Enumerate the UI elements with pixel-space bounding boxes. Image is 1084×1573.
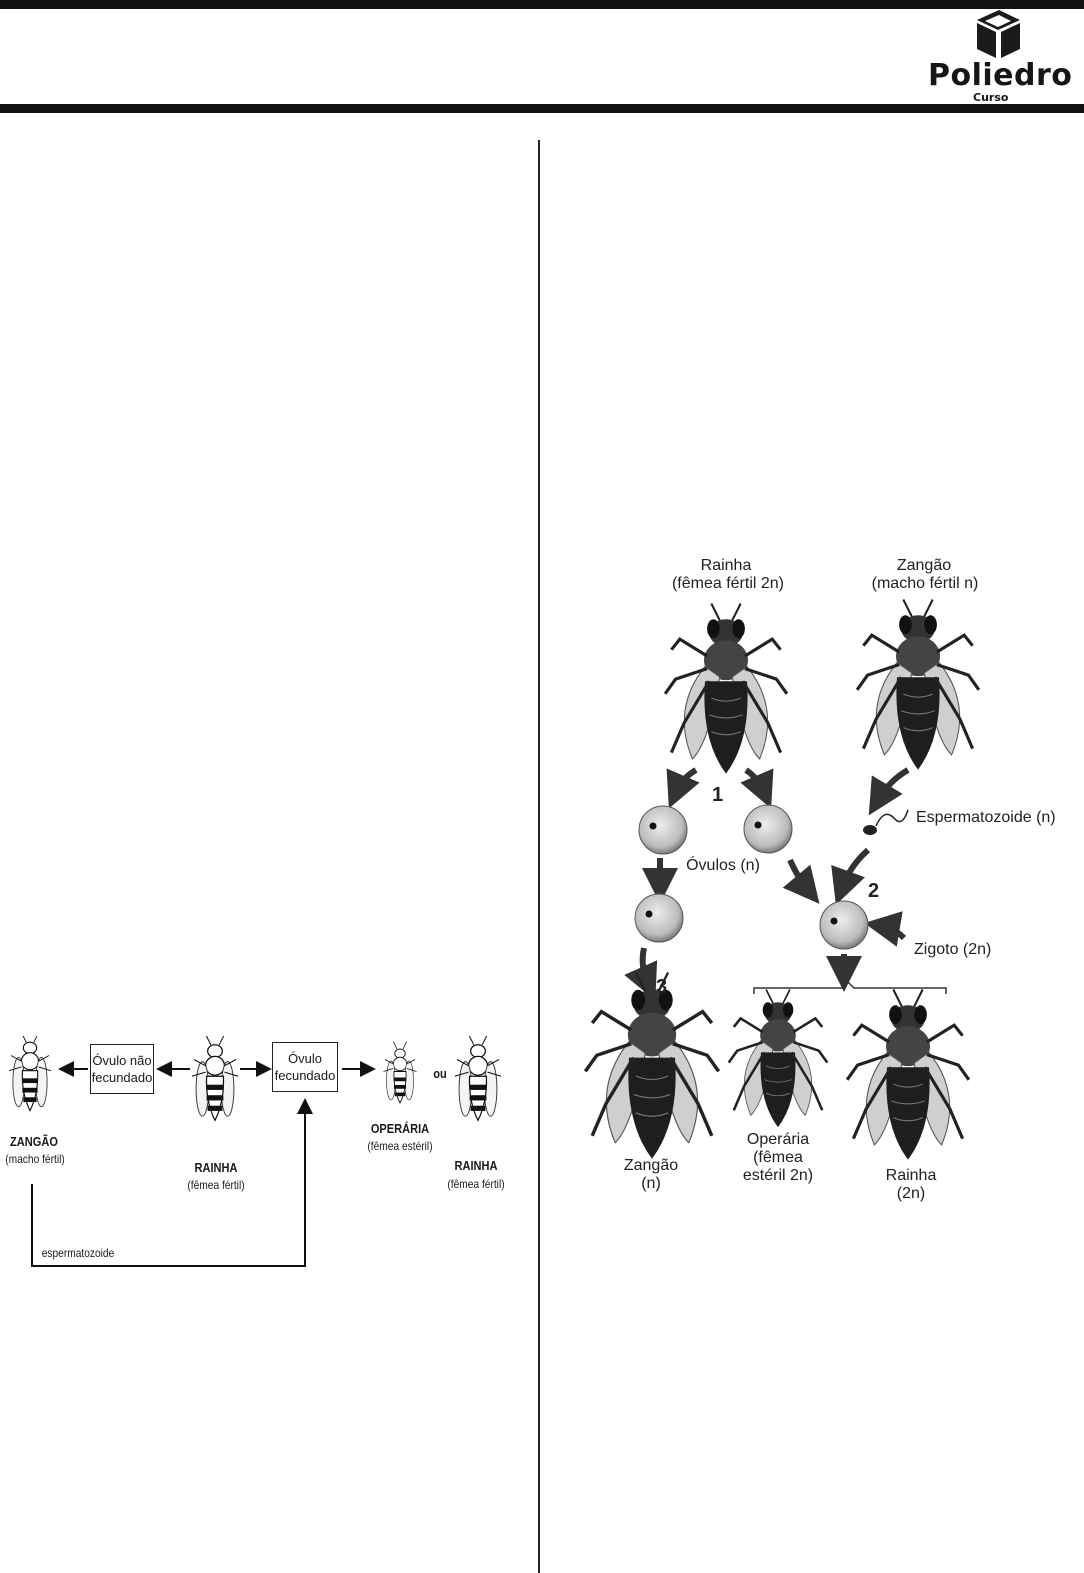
step-2-label: 2 [868,880,880,902]
step-1-label: 1 [712,784,724,806]
operaria-label: OPERÁRIA [370,1121,430,1136]
logo-subtitle: Curso [973,91,1009,104]
bee-life-cycle-illustration [578,548,1084,1218]
spermatozoid-label: espermatozoide [41,1246,115,1260]
column-divider [538,140,540,1573]
rainha-sublabel: (fêmea fértil) [187,1178,245,1192]
zygote-label: Zigoto (2n) [914,941,992,958]
life-cycle-drawing [578,548,1084,1218]
header-bottom-rule [0,104,1084,113]
zangao-bottom-label: Zangão [623,1157,679,1174]
zangao-label: ZANGÃO [10,1134,58,1149]
fertilized-ovule-box: Óvulo fecundado [272,1042,338,1092]
step-3-label: 3 [656,976,668,998]
zangao-sublabel: (macho fértil) [5,1152,65,1166]
rainha-bottom-label: Rainha [885,1167,937,1184]
bee-reproduction-schematic [0,1036,520,1276]
rainha2-sublabel: (fêmea fértil) [447,1177,505,1191]
rainha2-label: RAINHA [454,1158,498,1173]
rainha-top-label: Rainha [700,557,752,574]
unfertilized-ovule-box: Óvulo não fecundado [90,1044,154,1094]
or-label: ou [433,1066,447,1081]
rainha-top-sublabel: (fêmea fértil 2n) [671,575,785,592]
operaria-bottom-label: Operária [746,1131,810,1148]
zangao-top-label: Zangão [896,557,952,574]
rainha-bottom-sublabel: (2n) [896,1185,926,1202]
logo-wordmark: Poliedro [928,58,1073,93]
operaria-sublabel: (fêmea estéril) [367,1139,433,1153]
zangao-top-sublabel: (macho fértil n) [871,575,979,592]
spermatozoid-right-label: Espermatozoide (n) [916,809,1056,826]
operaria-bottom-sublabel-2: estéril 2n) [742,1167,814,1184]
rainha-label: RAINHA [194,1160,238,1175]
zangao-bottom-sublabel: (n) [641,1175,661,1192]
operaria-bottom-sublabel-1: (fêmea [753,1149,803,1166]
ovules-label: Óvulos (n) [686,857,760,874]
